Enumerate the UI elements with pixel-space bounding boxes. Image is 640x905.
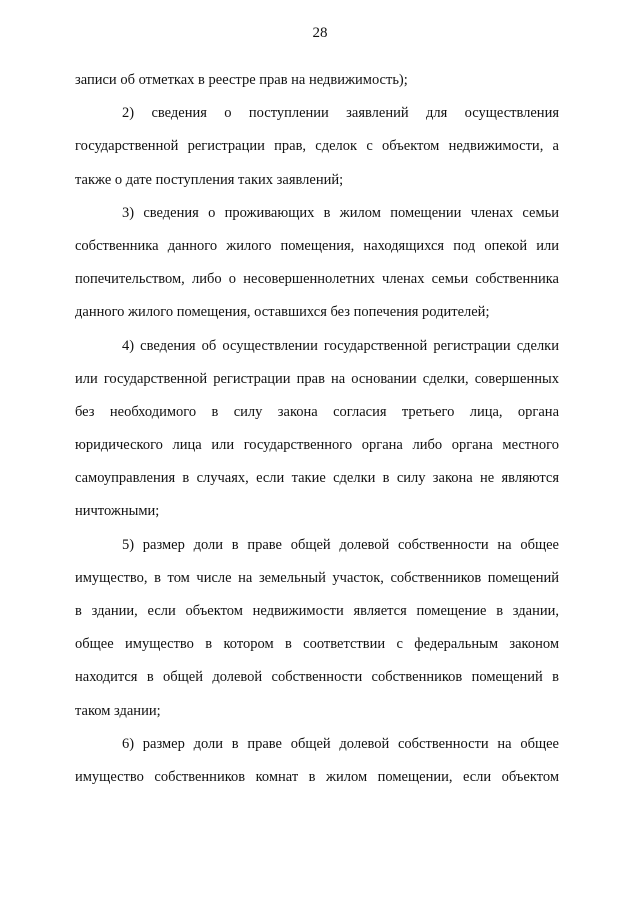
paragraph-6 bbox=[75, 732, 559, 798]
text-line: ничтожными; bbox=[75, 503, 160, 520]
paragraph-5 bbox=[75, 533, 559, 732]
text-line: данного жилого помещения, оставшихся без попечения родителей; bbox=[75, 304, 490, 321]
text-line: таком здании; bbox=[75, 702, 161, 719]
text-line: 4) сведения об осуществлении государственной регистрации сделки bbox=[122, 337, 559, 354]
page-number: 28 bbox=[312, 25, 328, 41]
text-line: в здании, если объектом недвижимости является помещение в здании, bbox=[75, 603, 559, 619]
text-line: 2) сведения о поступлении заявлений для осуществления bbox=[122, 105, 559, 122]
paragraph-2 bbox=[75, 101, 559, 201]
text-line: 3) сведения о проживающих в жилом помещении членах семьи bbox=[122, 204, 559, 221]
text-line: попечительством, либо о несовершеннолетних членах семьи собственника bbox=[75, 271, 559, 288]
text-line: имущество собственников комнат в жилом помещении, если объектом bbox=[75, 768, 559, 785]
text-line: 6) размер доли в праве общей долевой собственности на общее bbox=[122, 735, 559, 752]
text-line: или государственной регистрации прав на основании сделки, совершенных bbox=[75, 370, 559, 387]
text-line: общее имущество в котором в соответствии с федеральным законом bbox=[75, 636, 559, 653]
text-line: самоуправления в случаях, если такие сделки в силу закона не являются bbox=[75, 470, 559, 487]
text-line: имущество, в том числе на земельный участок, собственников помещений bbox=[75, 569, 559, 586]
text-line: находится в общей долевой собственности собственников помещений в bbox=[75, 669, 559, 686]
document-body bbox=[75, 68, 559, 798]
text-line: также о дате поступления таких заявлений; bbox=[75, 171, 344, 188]
text-line: юридического лица или государственного органа либо органа местного bbox=[75, 437, 559, 454]
paragraph-3 bbox=[75, 201, 559, 334]
text-line: записи об отметках в реестре прав на недвижимость); bbox=[75, 72, 408, 88]
paragraph-1 bbox=[75, 68, 559, 101]
text-line: собственника данного жилого помещения, находящихся под опекой или bbox=[75, 237, 559, 254]
text-line: без необходимого в силу закона согласия третьего лица, органа bbox=[75, 403, 559, 420]
text-line: 5) размер доли в праве общей долевой собственности на общее bbox=[122, 536, 559, 553]
paragraph-4 bbox=[75, 334, 559, 533]
text-line: государственной регистрации прав, сделок с объектом недвижимости, а bbox=[75, 138, 559, 155]
